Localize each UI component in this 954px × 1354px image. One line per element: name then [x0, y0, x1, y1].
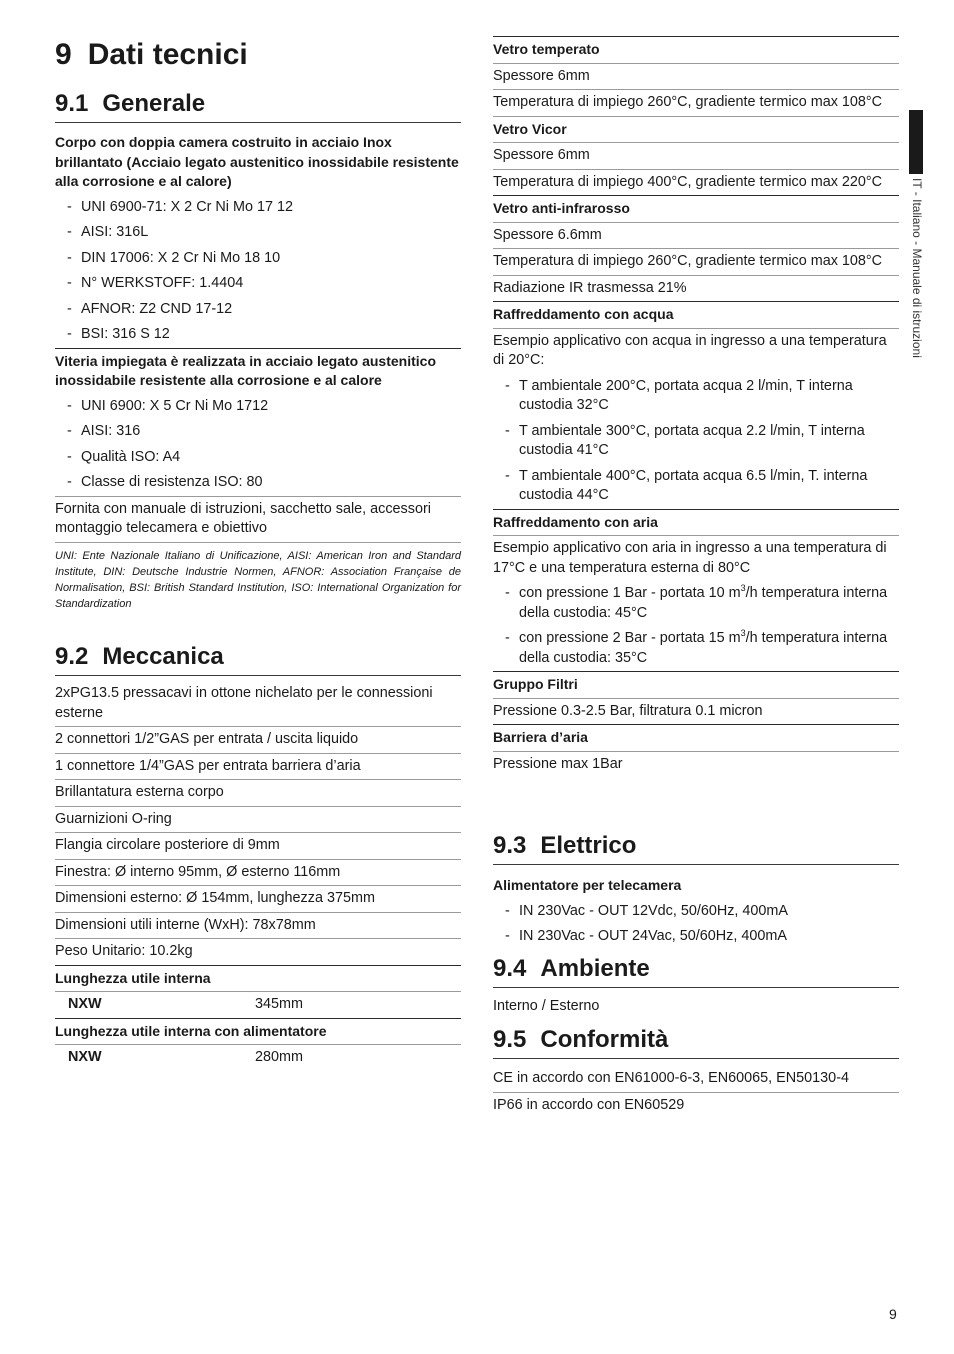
water-cooling-intro: Esempio applicativo con acqua in ingresso a una temperatura di 20°C:	[493, 332, 887, 368]
power-supply-heading: Alimentatore per telecamera	[493, 877, 682, 893]
air-cooling-intro: Esempio applicativo con aria in ingresso a una temperatura di 17°C e una temperatura esterna di 80°C	[493, 540, 887, 576]
spec-row: Radiazione IR trasmessa 21%	[493, 276, 899, 303]
model-key: NXW	[68, 996, 102, 1012]
spec-row: Brillantatura esterna corpo	[55, 780, 461, 807]
list-item: - Classe di resistenza ISO: 80	[55, 470, 461, 497]
section-number: 9.3	[493, 832, 527, 859]
section-number: 9.4	[493, 955, 527, 982]
inner-length-row	[55, 992, 461, 1019]
model-key: NXW	[68, 1049, 102, 1065]
inner-length-ps-heading: Lunghezza utile interna con alimentatore	[55, 1019, 461, 1046]
tempered-glass-heading: Vetro temperato	[493, 36, 899, 64]
list-item: - UNI 6900-71: X 2 Cr Ni Mo 17 12	[55, 195, 461, 221]
page-number: 9	[889, 1306, 897, 1322]
spec-row: Temperatura di impiego 260°C, gradiente termico max 108°C	[493, 90, 899, 117]
mechanics-block	[55, 681, 461, 1071]
conformity-block	[493, 1066, 899, 1118]
section-number: 9.1	[55, 90, 89, 117]
list-item: - Qualità ISO: A4	[55, 445, 461, 471]
body-material-heading: Corpo con doppia camera costruito in acciaio Inox brillantato (Acciaio legato austenitico inossidabile resistente alla corrosione e al calore)	[55, 134, 459, 189]
spec-row: Pressione max 1Bar	[493, 755, 623, 772]
spec-row: Pressione 0.3-2.5 Bar, filtratura 0.1 micron	[493, 699, 899, 726]
list-item: - N° WERKSTOFF: 1.4404	[55, 271, 461, 297]
list-item: - con pressione 2 Bar - portata 15 $m^3/h$ temperatura interna della custodia: 35°C	[493, 626, 899, 672]
list-item: - T ambientale 300°C, portata acqua 2.2 l/min, T interna custodia 41°C	[493, 419, 899, 464]
inner-length-ps-row	[55, 1045, 461, 1071]
section-title: Conformità	[540, 1026, 669, 1053]
environment-text: Interno / Esterno	[493, 998, 600, 1014]
list-item: - AISI: 316	[55, 419, 461, 445]
screws-heading: Viteria impiegata è realizzata in acciaio legato austenitico inossidabile resistente alla corrosione e al calore	[55, 352, 436, 388]
section-heading-9-1	[55, 90, 461, 123]
list-item: - DIN 17006: X 2 Cr Ni Mo 18 10	[55, 246, 461, 272]
section-number: 9.5	[493, 1026, 527, 1053]
side-language-label: IT - Italiano - Manuale di istruzioni	[910, 178, 924, 358]
section-heading-9-4	[493, 955, 899, 988]
spec-row: CE in accordo con EN61000-6-3, EN60065, EN50130-4	[493, 1066, 899, 1093]
abbreviations-note: UNI: Ente Nazionale Italiano di Unificazione, AISI: American Iron and Standard Institute, DIN: Deutsche Industrie Normen, AFNOR: Association Française de Normalisation, BSI: British Standard Institution, ISO: International Organization for Standardization	[55, 549, 461, 610]
general-block	[55, 130, 461, 612]
list-item: - IN 230Vac - OUT 24Vac, 50/60Hz, 400mA	[493, 924, 899, 950]
spec-row: Temperatura di impiego 400°C, gradiente termico max 220°C	[493, 170, 899, 197]
spec-row: 2 connettori 1/2”GAS per entrata / uscita liquido	[55, 727, 461, 754]
list-item: - T ambientale 200°C, portata acqua 2 l/min, T interna custodia 32°C	[493, 374, 899, 419]
spec-row: Finestra: Ø interno 95mm, Ø esterno 116mm	[55, 860, 461, 887]
list-item: - BSI: 316 S 12	[55, 322, 461, 349]
spec-row: Spessore 6mm	[493, 143, 899, 170]
spec-row: Guarnizioni O-ring	[55, 807, 461, 834]
spec-row: Temperatura di impiego 260°C, gradiente termico max 108°C	[493, 249, 899, 276]
section-heading-9-3	[493, 832, 899, 865]
list-item: - UNI 6900: X 5 Cr Ni Mo 1712	[55, 394, 461, 420]
spec-row: 2xPG13.5 pressacavi in ottone nichelato per le connessioni esterne	[55, 681, 461, 727]
model-value: 345mm	[255, 996, 303, 1012]
inner-length-heading: Lunghezza utile interna	[55, 966, 461, 993]
section-heading-9-5	[493, 1026, 899, 1059]
section-number: 9.2	[55, 643, 89, 670]
electric-block	[493, 873, 899, 950]
list-item: - AFNOR: Z2 CND 17-12	[55, 297, 461, 323]
spec-row: Spessore 6.6mm	[493, 223, 899, 250]
glass-block	[493, 36, 899, 777]
water-cooling-heading: Raffreddamento con acqua	[493, 302, 899, 329]
environment-block	[493, 994, 899, 1020]
section-title: Elettrico	[540, 832, 637, 859]
spec-row: IP66 in accordo con EN60529	[493, 1096, 685, 1113]
spec-row: Dimensioni esterno: Ø 154mm, lunghezza 375mm	[55, 886, 461, 913]
chapter-number: 9	[55, 38, 72, 71]
spec-row: Spessore 6mm	[493, 64, 899, 91]
side-tab-marker	[909, 110, 923, 174]
model-value: 280mm	[255, 1049, 303, 1065]
spec-row: 1 connettore 1/4”GAS per entrata barriera d’aria	[55, 754, 461, 781]
list-item: - AISI: 316L	[55, 220, 461, 246]
list-item: - con pressione 1 Bar - portata 10 $m^3/h$ temperatura interna della custodia: 45°C	[493, 581, 899, 626]
supplied-with: Fornita con manuale di istruzioni, sacchetto sale, accessori montaggio telecamera e obiettivo	[55, 497, 461, 543]
chapter-title	[55, 38, 248, 72]
list-item: - T ambientale 400°C, portata acqua 6.5 l/min, T. interna custodia 44°C	[493, 464, 899, 510]
filters-heading: Gruppo Filtri	[493, 672, 899, 699]
spec-row: Peso Unitario: 10.2kg	[55, 939, 461, 966]
air-barrier-heading: Barriera d’aria	[493, 725, 899, 752]
vicor-glass-heading: Vetro Vicor	[493, 117, 899, 144]
list-item: - IN 230Vac - OUT 12Vdc, 50/60Hz, 400mA	[493, 899, 899, 925]
section-title: Meccanica	[102, 643, 224, 670]
section-heading-9-2	[55, 643, 461, 676]
spec-row: Flangia circolare posteriore di 9mm	[55, 833, 461, 860]
ir-glass-heading: Vetro anti-infrarosso	[493, 196, 899, 223]
section-title: Generale	[102, 90, 206, 117]
air-cooling-heading: Raffreddamento con aria	[493, 510, 899, 537]
chapter-title-text: Dati tecnici	[87, 38, 248, 71]
spec-row: Dimensioni utili interne (WxH): 78x78mm	[55, 913, 461, 940]
section-title: Ambiente	[540, 955, 650, 982]
